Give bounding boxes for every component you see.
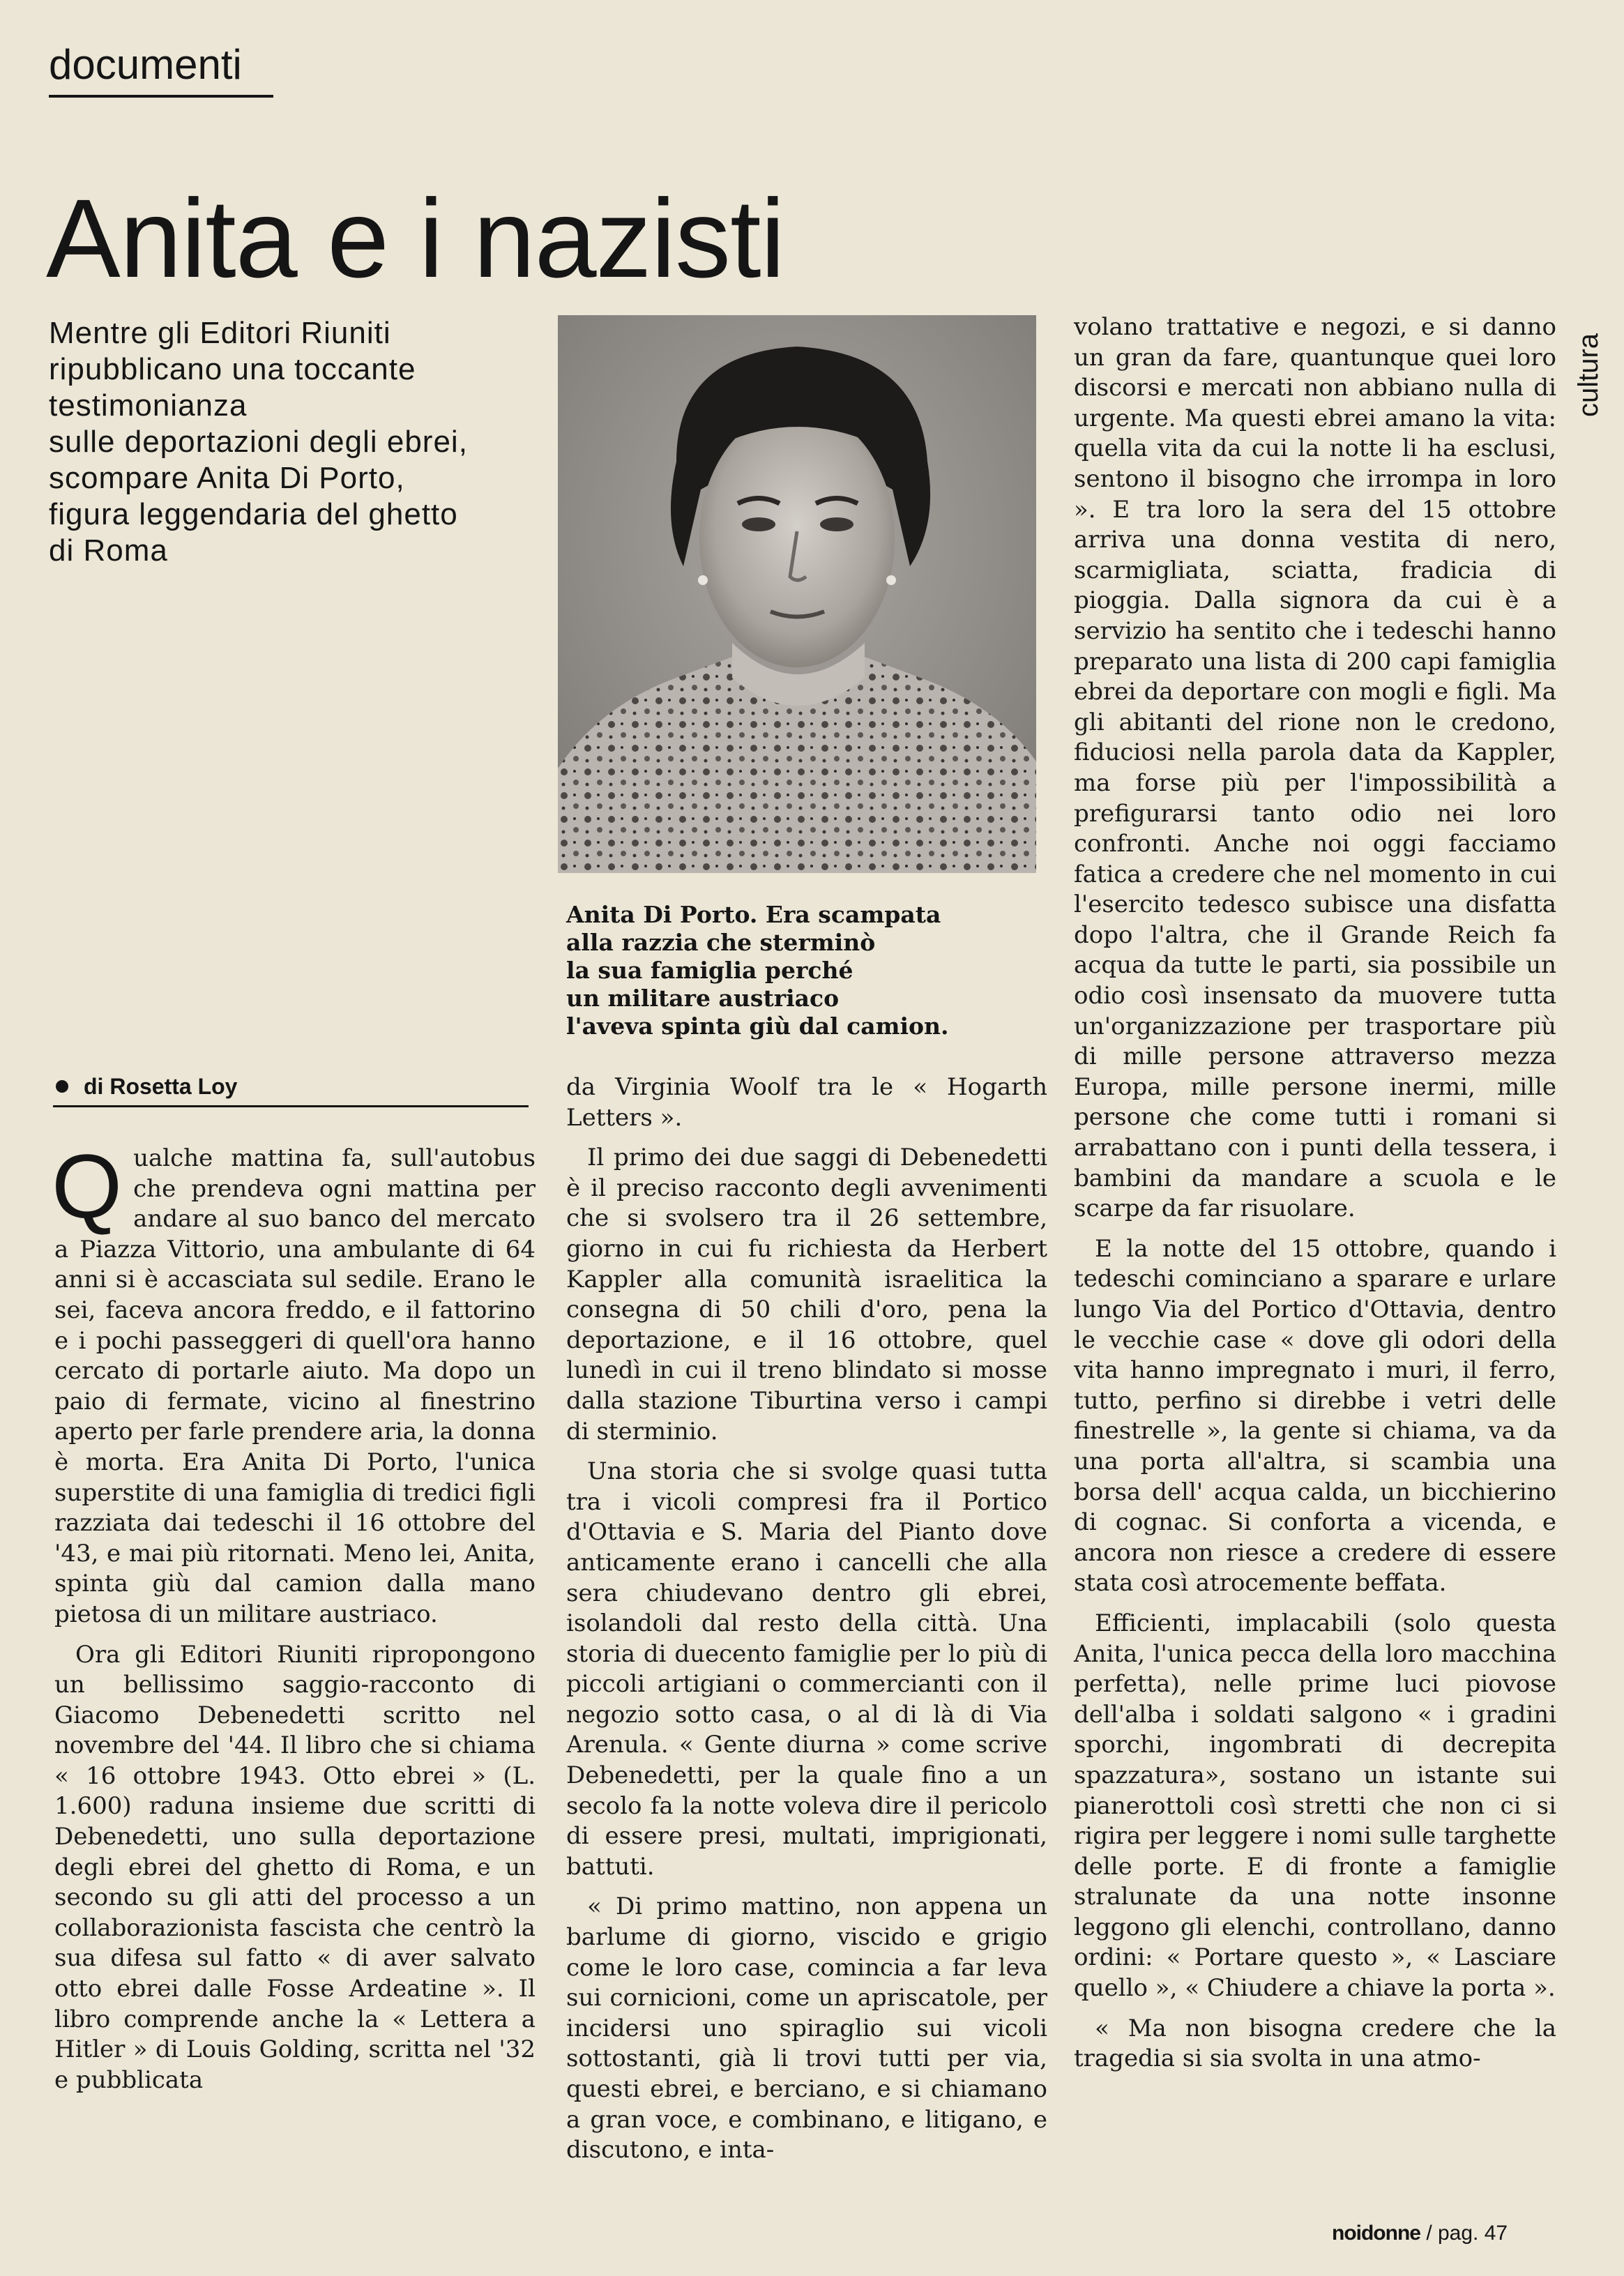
article-paragraph: Il primo dei due saggi di Debenedetti è il preciso racconto degli avvenimenti che si svolsero tra il 26 settembre, giorno in cui fu richiesta da Herbert Kappler alla comunità israelitica la consegna di 50 chili d'oro, pena la deportazione, e il 16 ottobre, quel lunedì in cui il treno blindato si mosse dalla stazione Tiburtina verso i campi di sterminio. xyxy=(566,1144,1047,1446)
headline: Anita e i nazisti xyxy=(46,176,785,301)
deck-line: sulle deportazioni degli ebrei, xyxy=(49,425,468,459)
article-column-3 xyxy=(1074,312,1556,2084)
caption-line: alla razzia che sterminò xyxy=(566,929,876,956)
section-label: documenti xyxy=(49,41,242,88)
byline xyxy=(56,1074,237,1100)
deck-line: testimonianza xyxy=(49,388,248,423)
byline-rule xyxy=(53,1105,529,1107)
caption-line: Anita Di Porto. Era scampata xyxy=(566,901,941,928)
article-paragraph: Una storia che si svolge quasi tutta tra i vicoli compresi fra il Portico d'Ottavia e S. Maria del Pianto dove anticamente erano i cancelli che alla sera chiudevano dentro gli ebrei, isolandoli dal resto della città. Una storia di duecento famiglie per lo più di piccoli artigiani o commercianti con il negozio sotto casa, o al di là di Via Arenula. « Gente diurna » come scrive Debenedetti, per la quale fino a un secolo fa la notte voleva dire il pericolo di essere presi, multati, imprigionati, battuti. xyxy=(566,1457,1047,1881)
article-paragraph: « Ma non bisogna credere che la tragedia si sia svolta in una atmo- xyxy=(1074,2014,1556,2073)
page-footer xyxy=(1332,2222,1508,2245)
article-paragraph: Ora gli Editori Riuniti ripropongono un bellissimo saggio-racconto di Giacomo Debenedetti scritto nel novembre del '44. Il libro che si chiama « 16 ottobre 1943. Otto ebrei » (L. 1.600) raduna insieme due scritti di Debenedetti, uno sulla deportazione degli ebrei del ghetto di Roma, e un secondo su gli atti del processo a un collaborazionista fascista che centrò la sua difesa sul fatto « di aver salvato otto ebrei dalle Fosse Ardeatine ». Il libro comprende anche la « Lettera a Hitler » di Louis Golding, scritta nel '32 e pubblicata xyxy=(54,1640,536,2094)
caption-line: la sua famiglia perché xyxy=(566,957,853,984)
deck xyxy=(49,315,537,569)
side-section-label: cultura xyxy=(1573,333,1604,417)
page-number: / pag. 47 xyxy=(1426,2222,1508,2245)
caption-line: l'aveva spinta giù dal camion. xyxy=(566,1012,949,1040)
drop-cap: Q xyxy=(52,1135,123,1237)
deck-line: di Roma xyxy=(49,533,168,568)
article-paragraph: E la notte del 15 ottobre, quando i tedeschi cominciano a sparare e urlare lungo Via del Portico d'Ottavia, dentro le vecchie case « dove gli odori della vita hanno impregnato i muri, il ferro, tutto, perfino si direbbe i vetri delle finestrelle », la gente si chiama, va da una porta all'altra, si scambia una borsa dell' acqua calda, un bicchierino di cognac. Si conforta a vicenda, e ancora non riesce a credere di essere stata così atrocemente beffata. xyxy=(1074,1234,1556,1598)
deck-line: ripubblicano una toccante xyxy=(49,352,416,386)
bullet-icon xyxy=(56,1080,68,1093)
article-paragraph: volano trattative e negozi, e si danno un gran da fare, quantunque quei loro discorsi e mercati non abbiano nulla di urgente. Ma questi ebrei amano la vita: quella vita da cui la notte li ha esclusi, sentono il bisogno che irrompa in loro ». E tra loro la sera del 15 ottobre arriva una donna vestita di nero, scarmigliata, sciatta, fradicia di pioggia. Dalla signora da cui è a servizio ha sentito che i tedeschi hanno preparato una lista di 200 capi famiglia ebrei da deportare con mogli e figli. Ma gli abitanti del rione non le credono, fiduciosi nella parola data da Kappler, ma forse più per l'impossibilità a prefigurarsi tanto odio nei loro confronti. Anche noi oggi facciamo fatica a credere che nel momento in cui l'esercito tedesco subisce una disfatta dopo l'altra, che il Grande Reich fa acqua da tutte le parti, sia possibile un odio così insensato da muovere tutta un'organizzazione per trasportare più di mille persone attraverso mezza Europa, mille persone inermi, mille persone che come tutti i romani si arrabattano con i punti della tessera, i bambini da mandare a scuola e le scarpe da far risuolare. xyxy=(1074,313,1556,1223)
byline-text: di Rosetta Loy xyxy=(84,1074,238,1099)
article-paragraph: « Di primo mattino, non appena un barlume di giorno, viscido e grigio come le loro case, comincia a far leva sui cornicioni, come un apriscatole, per incidersi uno spiraglio sui vicoli sottostanti, già li trovi tutti per via, questi ebrei, e berciano, e si chiamano a gran voce, e combinano, e litigano, e discutono, e inta- xyxy=(566,1892,1047,2164)
article-column-2 xyxy=(566,1072,1047,2176)
portrait-image xyxy=(558,315,1036,873)
article-paragraph: da Virginia Woolf tra le « Hogarth Letters ». xyxy=(566,1073,1047,1132)
magazine-name: noidonne xyxy=(1332,2222,1420,2245)
article-paragraph: Efficienti, implacabili (solo questa Anita, l'unica pecca della loro macchina perfetta), nelle prime luci piovose dell'alba i soldati salgono « i gradini sporchi, ingombrati di decrepita spazzatura», sostano un istante sui pianerottoli così stretti che non ci si rigira per leggere i nomi sulle targhette delle porte. E di fronte a famiglie stralunate da una notte insonne leggono gli elenchi, controllano, danno ordini: « Portare questo », « Lasciare quello », « Chiudere a chiave la porta ». xyxy=(1074,1609,1556,2003)
photo-caption xyxy=(566,901,1040,1040)
article-paragraph: Qualche mattina fa, sull'autobus che prendeva ogni mattina per andare al suo banco del mercato a Piazza Vittorio, una ambulante di 64 anni si è accasciata sul sedile. Erano le sei, faceva ancora freddo, e il fattorino e i pochi passeggeri di quell'ora hanno cercato di portarle aiuto. Ma dopo un paio di fermate, vicino al finestrino aperto per farle prendere aria, la donna è morta. Era Anita Di Porto, l'unica superstite di una famiglia di tredici figli razziata dai tedeschi il 16 ottobre del '43, e mai più ritornati. Meno lei, Anita, spinta giù dal camion dalla mano pietosa di un militare austriaco. xyxy=(52,1135,536,1628)
deck-line: Mentre gli Editori Riuniti xyxy=(49,316,391,350)
section-rule xyxy=(49,95,273,98)
article-column-1 xyxy=(52,1135,536,2105)
portrait-photo xyxy=(558,315,1036,873)
deck-line: figura leggendaria del ghetto xyxy=(49,497,458,531)
caption-line: un militare austriaco xyxy=(566,985,840,1012)
deck-line: scompare Anita Di Porto, xyxy=(49,461,405,495)
